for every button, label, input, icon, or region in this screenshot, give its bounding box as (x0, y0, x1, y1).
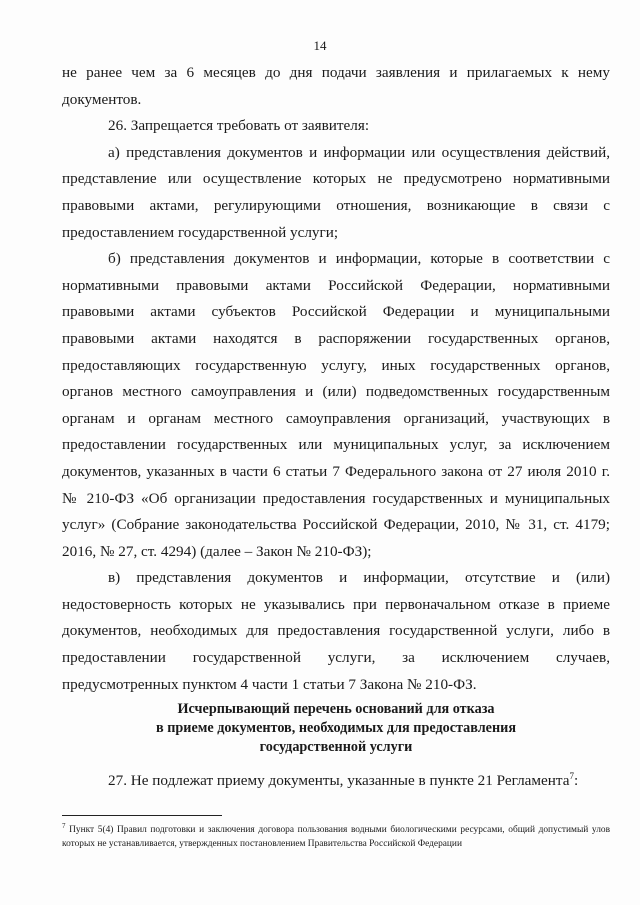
footnote-separator (62, 815, 222, 816)
heading-line-2: в приеме документов, необходимых для предоставления (156, 720, 516, 736)
heading-line-1: Исчерпывающий перечень оснований для отказа (177, 701, 495, 717)
footnote-marker: 7 (62, 821, 66, 830)
paragraph-26-v: в) представления документов и информации, отсутствие и (или) недостоверность которых не указывались при первоначальном отказе в приеме документов, необходимых для предоставления государственной услуги, либо в предоставлении государственной услуги, за исключением случаев, предусмотренных пунктом 4 части 1 статьи 7 Закона № 210-ФЗ. (62, 569, 610, 693)
heading-line-3: государственной услуги (259, 739, 413, 755)
footnote-text: Пункт 5(4) Правил подготовки и заключения договора пользования водными биологическими ресурсами, общий допустимый улов которых не устанавливается, утвержденных постановлением Правительства Российской Федерации (62, 825, 610, 849)
footnote-reference[interactable]: 7 (569, 770, 574, 781)
paragraph-continuation: не ранее чем за 6 месяцев до дня подачи заявления и прилагаемых к нему документов. (62, 64, 610, 108)
paragraph-27-text: 27. Не подлежат приему документы, указанные в пункте 21 Регламента (108, 772, 570, 789)
section-heading (62, 700, 610, 757)
paragraph-27 (108, 769, 608, 793)
paragraph-26: 26. Запрещается требовать от заявителя: (108, 117, 370, 135)
paragraph-26-b: б) представления документов и информации, которые в соответствии с нормативными правовыми актами Российской Федерации, нормативными правовыми актами субъектов Российской Федерации и муниципальными правовыми актами находятся в распоряжении государственных органов, предоставляющих государственную услугу, иных государственных органов, органов местного самоуправления и (или) подведомственных государственным органам и органам местного самоуправления организаций, участвующих в предоставлении государственных или муниципальных услуг, за исключением документов, указанных в части 6 статьи 7 Федерального закона от 27 июля 2010 г. № 210-ФЗ «Об организации предоставления государственных и муниципальных услуг» (Собрание законодательства Российской Федерации, 2010, № 31, ст. 4179; 2016, № 27, ст. 4294) (далее – Закон № 210-ФЗ); (62, 250, 610, 560)
paragraph-26-a: а) представления документов и информации или осуществления действий, представление или осуществление которых не предусмотрено нормативными правовыми актами, регулирующими отношения, возникающие в связи с предоставлением государственной услуги; (62, 143, 610, 241)
paragraph-27-suffix: : (573, 772, 579, 789)
footnote (62, 823, 610, 851)
page-number: 14 (313, 38, 327, 53)
body-text (62, 60, 610, 698)
